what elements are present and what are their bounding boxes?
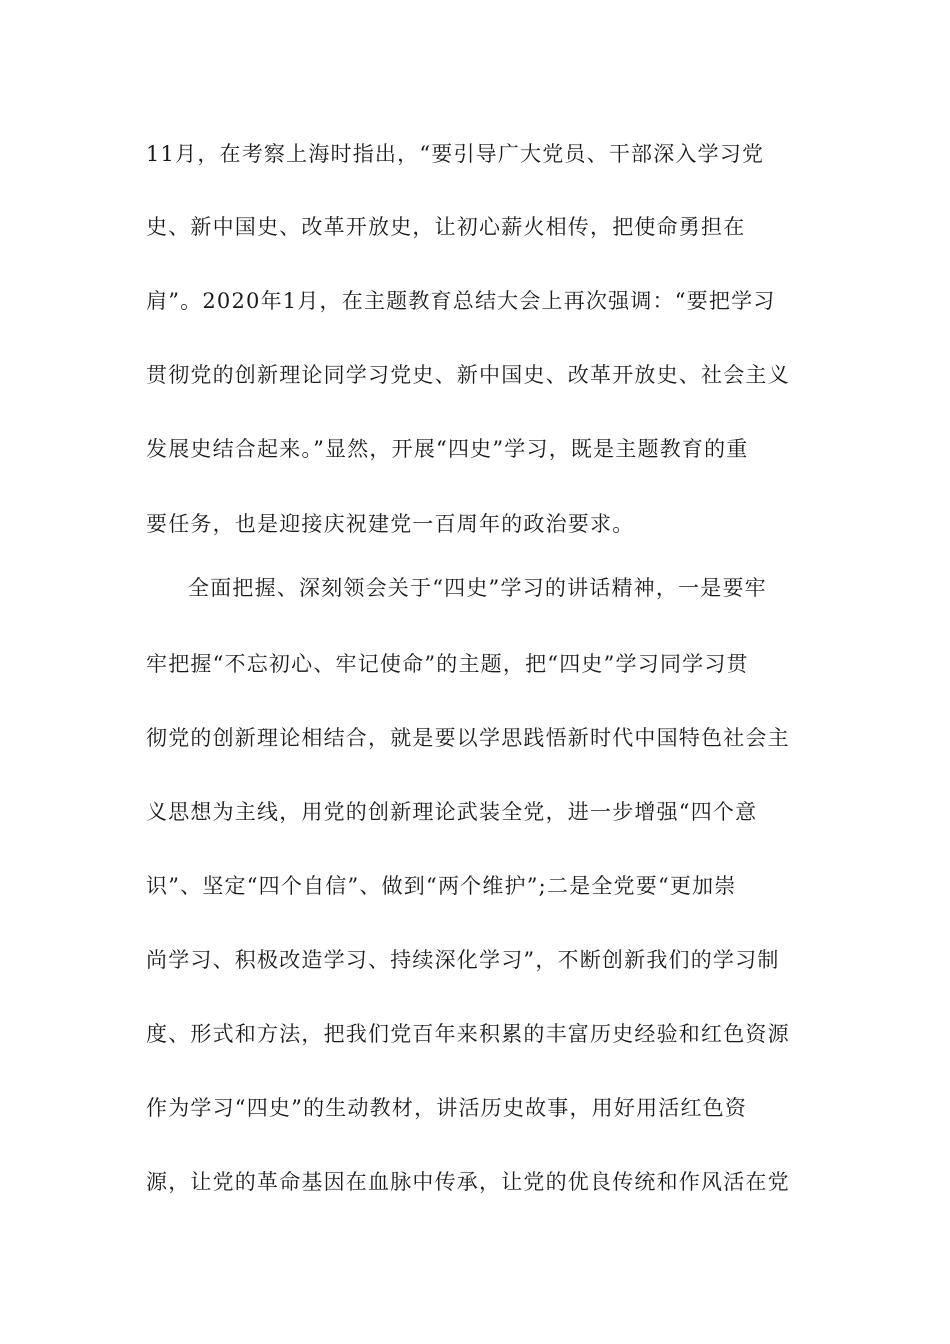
text-line: 彻党的创新理论相结合，就是要以学思践悟新时代中国特色社会主 [146,726,790,750]
text-line: 义思想为主线，用党的创新理论武装全党，进一步增强“四个意 [146,800,758,824]
text-line: 源，让党的革命基因在血脉中传承，让党的优良传统和作风活在党 [146,1170,790,1194]
text-line: 度、形式和方法，把我们党百年来积累的丰富历史经验和红色资源 [146,1022,790,1046]
text-line: 肩”。2020年1月，在主题教育总结大会上再次强调：“要把学习 [146,289,776,313]
text-line: 尚学习、积极改造学习、持续深化学习”，不断创新我们的学习制 [146,948,780,972]
text-line: 11月，在考察上海时指出，“要引导广大党员、干部深入学习党 [146,142,765,166]
text-line: 作为学习“四史”的生动教材，讲活历史故事，用好用活红色资 [146,1096,748,1120]
paragraph-first-line: 全面把握、深刻领会关于“四史”学习的讲话精神，一是要牢 [188,576,767,600]
text-line: 贯彻党的创新理论同学习党史、新中国史、改革开放史、社会主义 [146,363,790,387]
text-line: 发展史结合起来。”显然，开展“四史”学习，既是主题教育的重 [146,437,749,461]
text-line: 牢把握“不忘初心、牢记使命”的主题，把“四史”学习同学习贯 [146,652,749,676]
text-line: 史、新中国史、改革开放史，让初心薪火相传，把使命勇担在 [146,215,746,239]
text-line: 识”、坚定“四个自信”、做到“两个维护”;二是全党要“更加崇 [146,874,737,898]
text-line: 要任务，也是迎接庆祝建党一百周年的政治要求。 [146,512,635,536]
